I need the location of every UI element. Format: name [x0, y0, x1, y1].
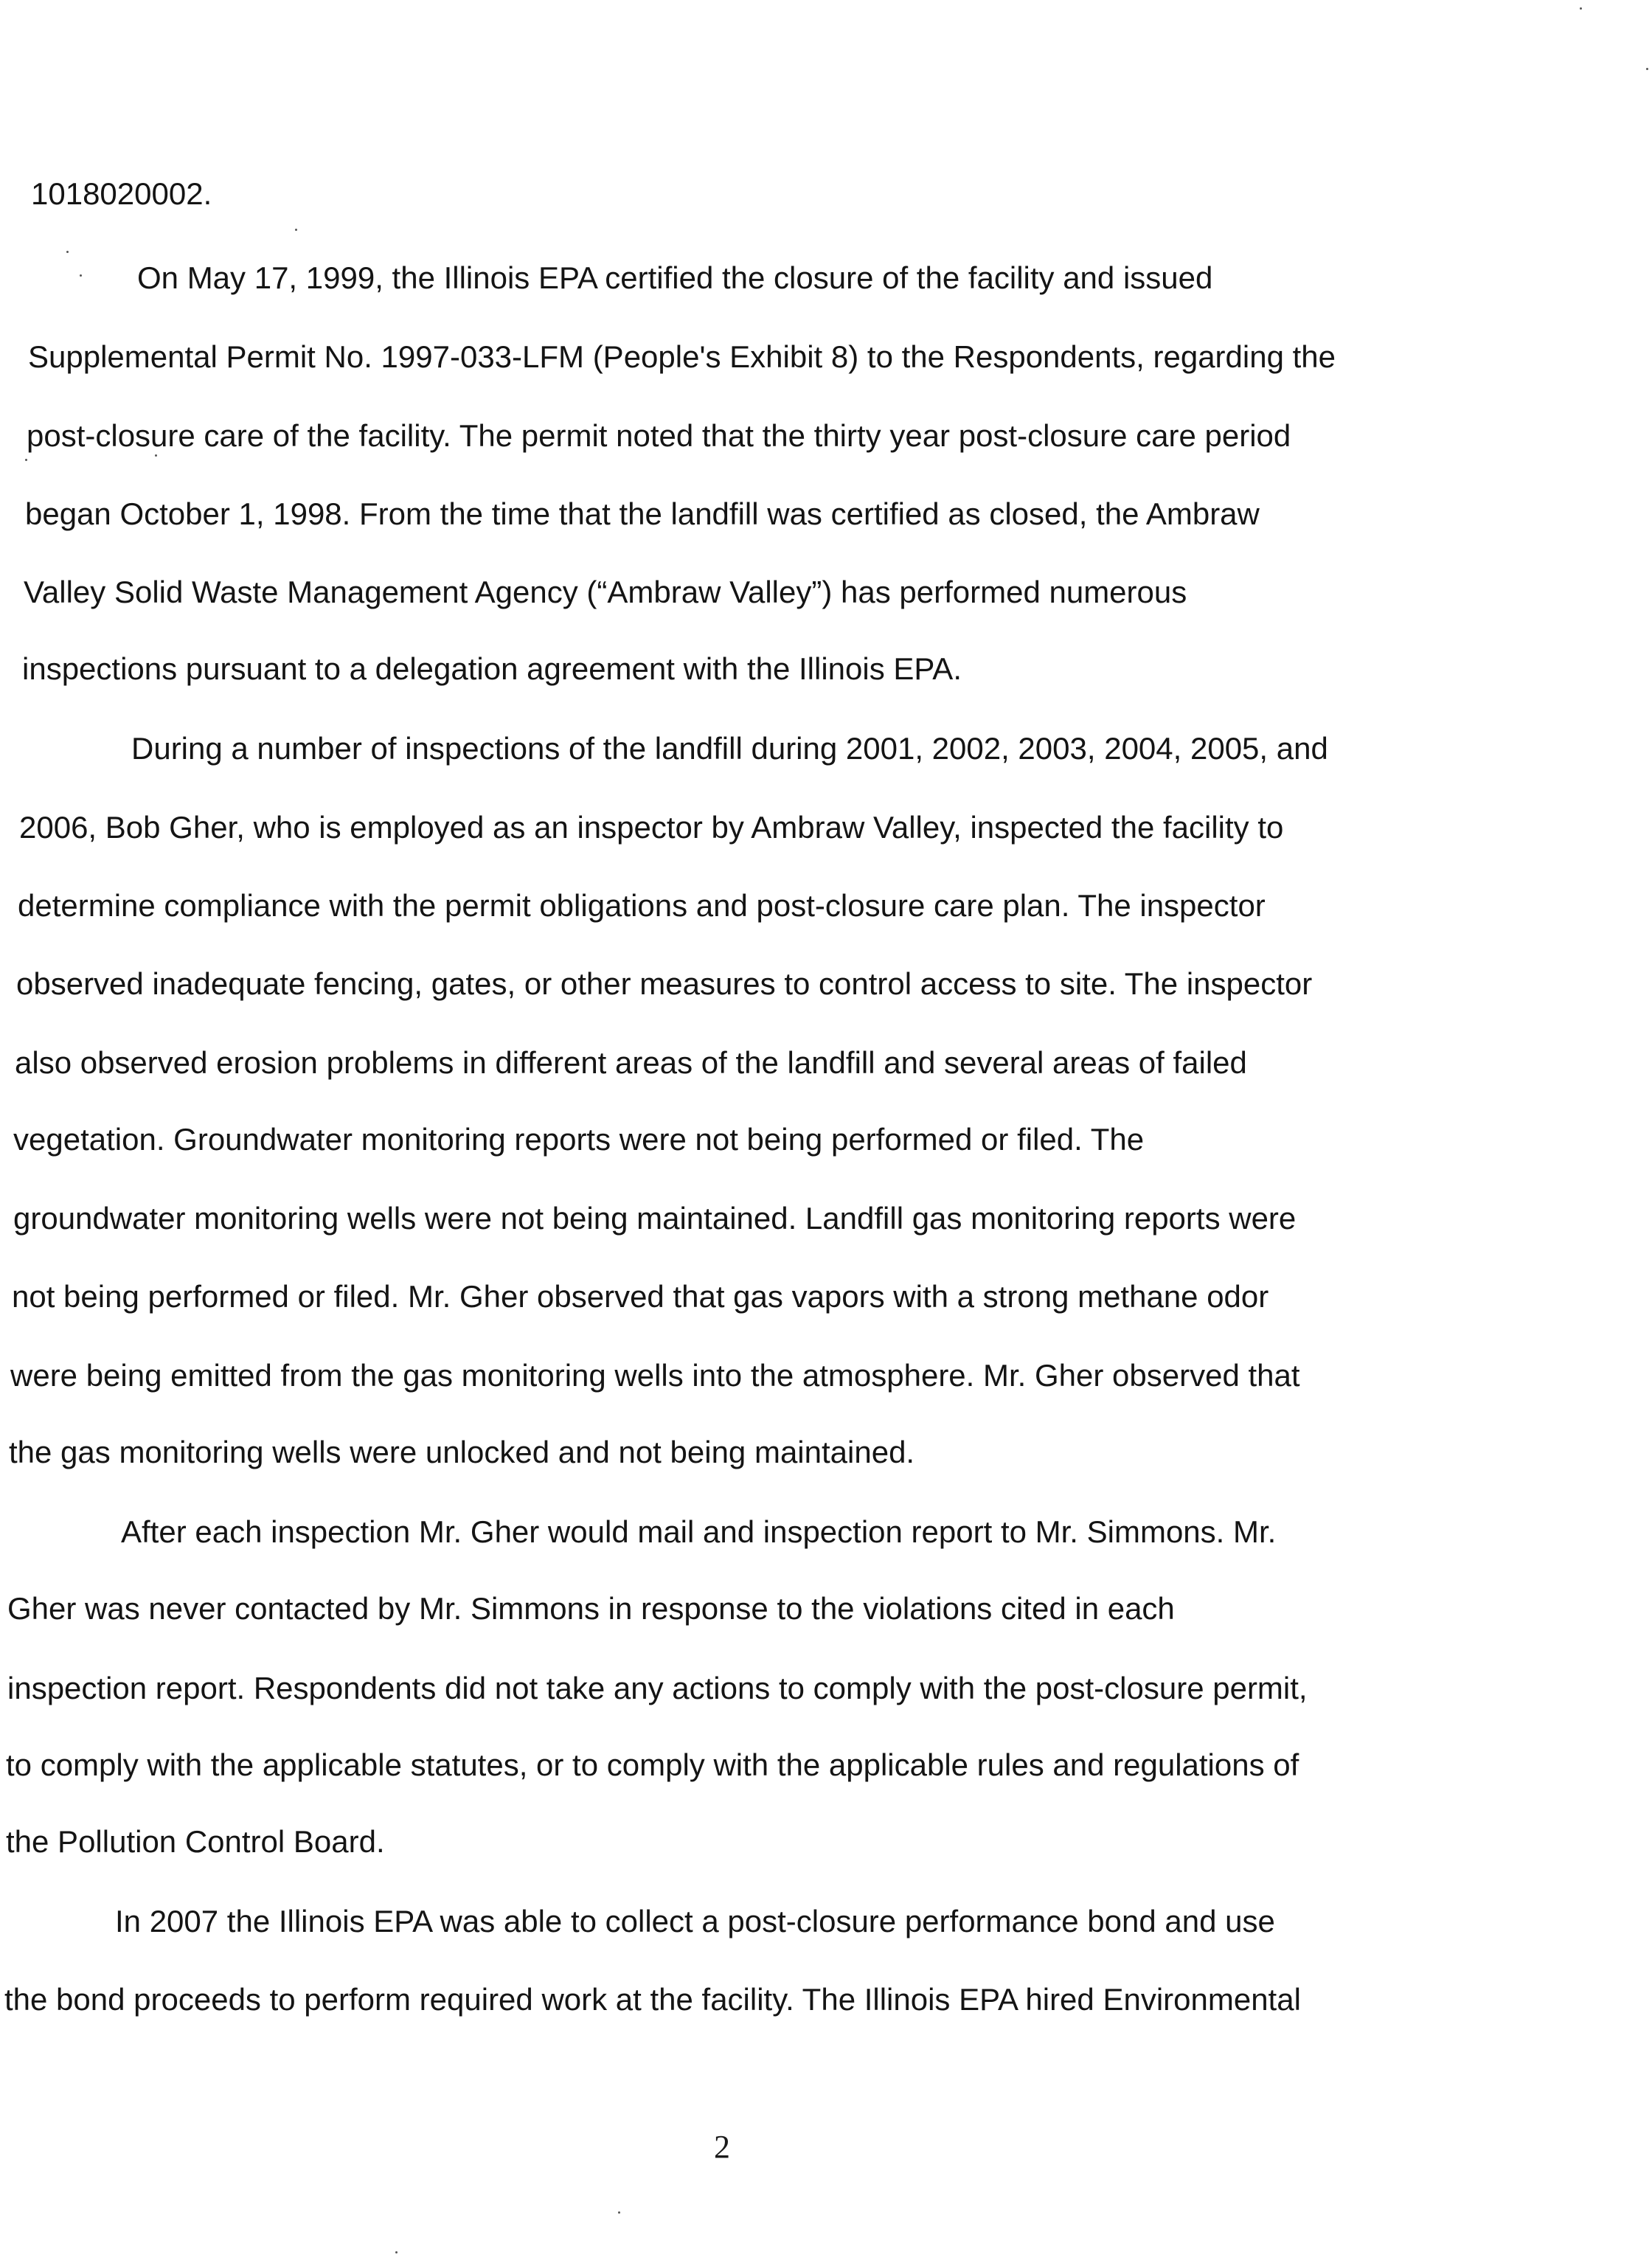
text-line: On May 17, 1999, the Illinois EPA certified the closure of the facility and issued: [137, 260, 1213, 295]
text-line: vegetation. Groundwater monitoring reports were not being performed or filed. The: [13, 1122, 1145, 1157]
scan-speck: [295, 229, 297, 231]
text-line: observed inadequate fencing, gates, or other measures to control access to site. The inspector: [16, 966, 1313, 1001]
text-line: to comply with the applicable statutes, or to comply with the applicable rules and regulations of: [6, 1747, 1299, 1782]
text-line: After each inspection Mr. Gher would mail and inspection report to Mr. Simmons. Mr.: [121, 1514, 1277, 1549]
text-line: inspection report. Respondents did not take any actions to comply with the post-closure permit,: [7, 1671, 1308, 1705]
scan-speck: [80, 274, 82, 277]
scan-speck: [25, 459, 27, 461]
scan-speck: [155, 454, 157, 457]
text-line: not being performed or filed. Mr. Gher observed that gas vapors with a strong methane odor: [12, 1279, 1269, 1314]
text-line: Supplemental Permit No. 1997-033-LFM (People's Exhibit 8) to the Respondents, regarding the: [28, 339, 1336, 374]
scan-speck: [66, 251, 69, 253]
text-line: Valley Solid Waste Management Agency (“Ambraw Valley”) has performed numerous: [24, 575, 1187, 609]
scan-speck: [1580, 7, 1582, 10]
text-line: determine compliance with the permit obligations and post-closure care plan. The inspector: [18, 888, 1266, 923]
text-line: the Pollution Control Board.: [6, 1824, 385, 1859]
text-line: 2006, Bob Gher, who is employed as an inspector by Ambraw Valley, inspected the facility to: [19, 810, 1284, 845]
text-line: were being emitted from the gas monitoring wells into the atmosphere. Mr. Gher observed that: [10, 1358, 1300, 1393]
text-line: 1018020002.: [31, 176, 212, 211]
scan-speck: [1646, 68, 1648, 70]
text-line: In 2007 the Illinois EPA was able to collect a post-closure performance bond and use: [115, 1904, 1275, 1938]
text-line: Gher was never contacted by Mr. Simmons in response to the violations cited in each: [7, 1591, 1175, 1626]
text-line: the gas monitoring wells were unlocked and not being maintained.: [9, 1435, 915, 1469]
text-line: also observed erosion problems in different areas of the landfill and several areas of failed: [15, 1045, 1247, 1080]
text-line: During a number of inspections of the landfill during 2001, 2002, 2003, 2004, 2005, and: [131, 731, 1328, 766]
scan-speck: [618, 2211, 620, 2214]
text-line: began October 1, 1998. From the time that the landfill was certified as closed, the Ambraw: [25, 496, 1260, 531]
text-line: post-closure care of the facility. The permit noted that the thirty year post-closure care period: [27, 418, 1291, 453]
text-line: groundwater monitoring wells were not being maintained. Landfill gas monitoring reports were: [13, 1201, 1297, 1236]
text-line: inspections pursuant to a delegation agreement with the Illinois EPA.: [22, 651, 962, 686]
scan-speck: [395, 2251, 398, 2253]
page-number: 2: [714, 2129, 730, 2165]
text-line: the bond proceeds to perform required work at the facility. The Illinois EPA hired Environmental: [4, 1982, 1301, 2017]
